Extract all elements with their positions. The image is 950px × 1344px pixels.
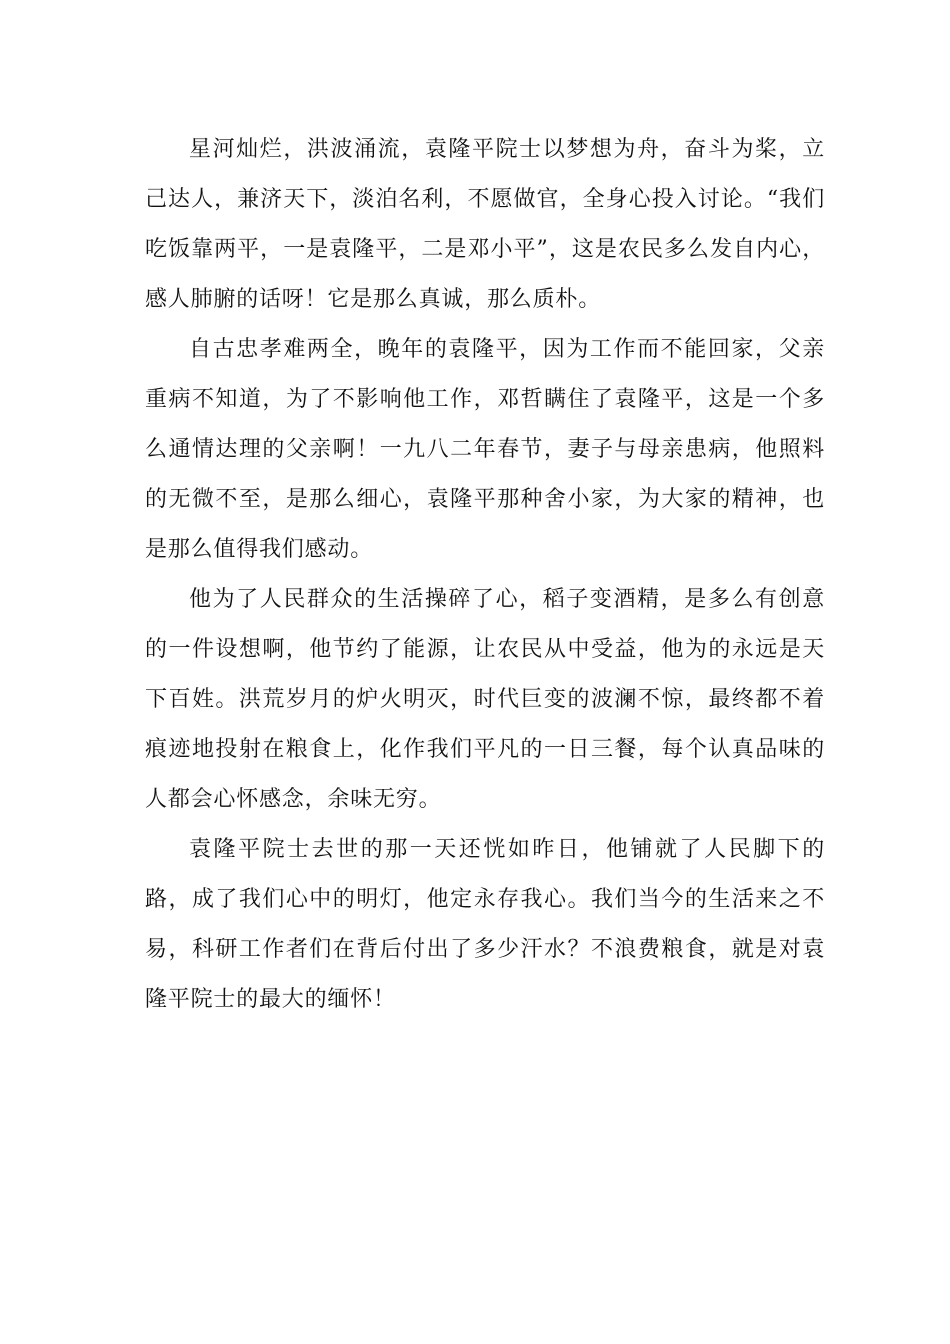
paragraph-2: 自古忠孝难两全，晚年的袁隆平，因为工作而不能回家，父亲重病不知道，为了不影响他工作，邓哲瞒住了袁隆平，这是一个多么通情达理的父亲啊！一九八二年春节，妻子与母亲患病，他照料的无微不至，是那么细心，袁隆平那种舍小家，为大家的精神，也是那么值得我们感动。 [145, 337, 825, 562]
paragraph-4: 袁隆平院士去世的那一天还恍如昨日，他铺就了人民脚下的路，成了我们心中的明灯，他定永存我心。我们当今的生活来之不易，科研工作者们在背后付出了多少汗水？不浪费粮食，就是对袁隆平院士的最大的缅怀！ [145, 837, 825, 1012]
paragraph-3: 他为了人民群众的生活操碎了心，稻子变酒精，是多么有创意的一件设想啊，他节约了能源，让农民从中受益，他为的永远是天下百姓。洪荒岁月的炉火明灭，时代巨变的波澜不惊，最终都不着痕迹地投射在粮食上，化作我们平凡的一日三餐，每个认真品味的人都会心怀感念，余味无穷。 [145, 587, 825, 812]
document-body [145, 125, 825, 1025]
paragraph-1: 星河灿烂，洪波涌流，袁隆平院士以梦想为舟，奋斗为桨，立己达人，兼济天下，淡泊名利，不愿做官，全身心投入讨论。“我们吃饭靠两平，一是袁隆平，二是邓小平”，这是农民多么发自内心，感人肺腑的话呀！它是那么真诚，那么质朴。 [145, 137, 825, 312]
